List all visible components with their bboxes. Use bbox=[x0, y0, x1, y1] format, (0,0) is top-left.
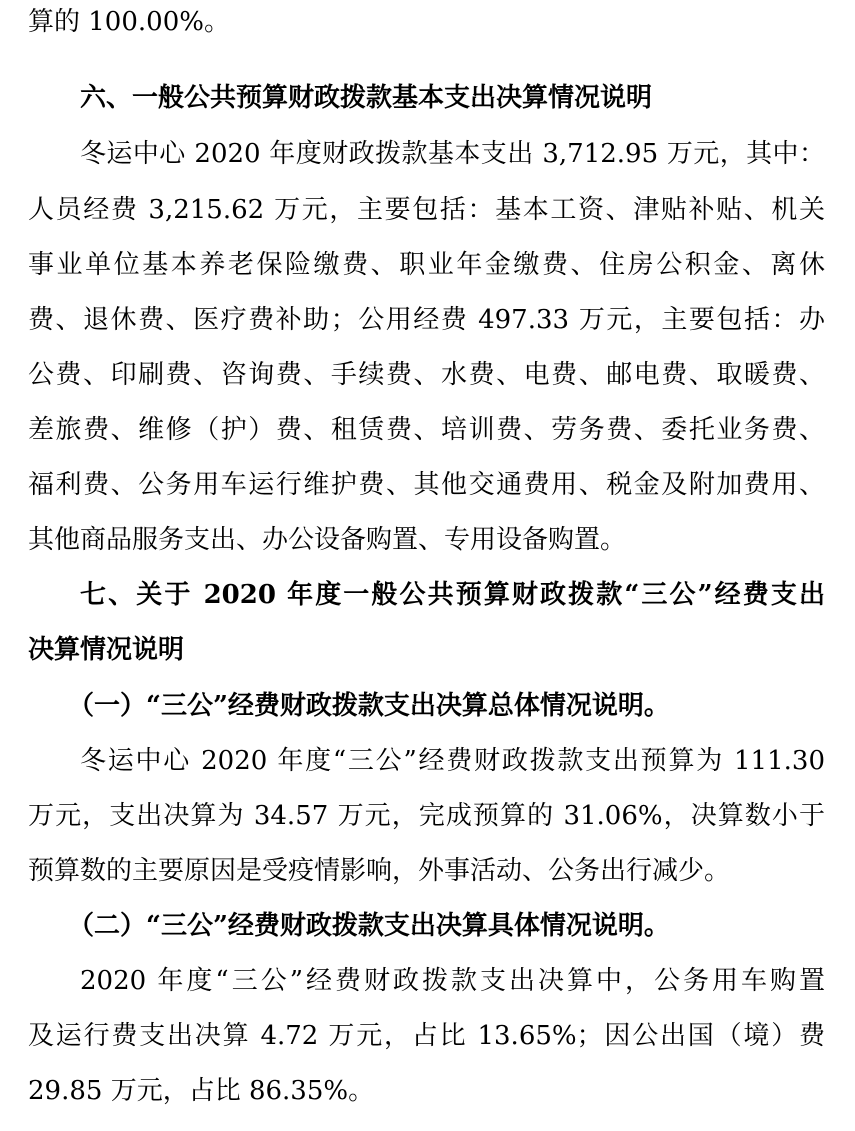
paragraph-line: 人员经费 3,215.62 万元，主要包括：基本工资、津贴补贴、机关 bbox=[28, 195, 825, 225]
paragraph-line: 及运行费支出决算 4.72 万元，占比 13.65%；因公出国（境）费 bbox=[28, 1021, 825, 1051]
subsection-heading-1: （一）“三公”经费财政拨款支出决算总体情况说明。 bbox=[68, 691, 670, 721]
section-heading-7-continuation: 决算情况说明 bbox=[28, 635, 185, 665]
paragraph-continuation: 算的 100.00%。 bbox=[28, 7, 230, 37]
paragraph-line: 事业单位基本养老保险缴费、职业年金缴费、住房公积金、离休 bbox=[28, 250, 825, 280]
subsection-heading-2: （二）“三公”经费财政拨款支出决算具体情况说明。 bbox=[68, 911, 670, 941]
paragraph-line: 差旅费、维修（护）费、租赁费、培训费、劳务费、委托业务费、 bbox=[28, 415, 825, 445]
paragraph-line: 29.85 万元，占比 86.35%。 bbox=[28, 1076, 375, 1106]
paragraph-line: 万元，支出决算为 34.57 万元，完成预算的 31.06%，决算数小于 bbox=[28, 801, 825, 831]
paragraph-line: 其他商品服务支出、办公设备购置、专用设备购置。 bbox=[28, 525, 627, 555]
paragraph-line: 福利费、公务用车运行维护费、其他交通费用、税金及附加费用、 bbox=[28, 470, 825, 500]
paragraph-line: 冬运中心 2020 年度财政拨款基本支出 3,712.95 万元，其中： bbox=[80, 139, 825, 169]
paragraph-line: 公费、印刷费、咨询费、手续费、水费、电费、邮电费、取暖费、 bbox=[28, 360, 825, 390]
paragraph-line: 费、退休费、医疗费补助；公用经费 497.33 万元，主要包括：办 bbox=[28, 305, 825, 335]
section-heading-7: 七、关于 2020 年度一般公共预算财政拨款“三公”经费支出 bbox=[80, 580, 825, 610]
paragraph-line: 2020 年度“三公”经费财政拨款支出决算中，公务用车购置 bbox=[80, 966, 825, 996]
paragraph-line: 预算数的主要原因是受疫情影响，外事活动、公务出行减少。 bbox=[28, 856, 731, 886]
section-heading-6: 六、一般公共预算财政拨款基本支出决算情况说明 bbox=[80, 83, 653, 113]
paragraph-line: 冬运中心 2020 年度“三公”经费财政拨款支出预算为 111.30 bbox=[80, 746, 825, 776]
